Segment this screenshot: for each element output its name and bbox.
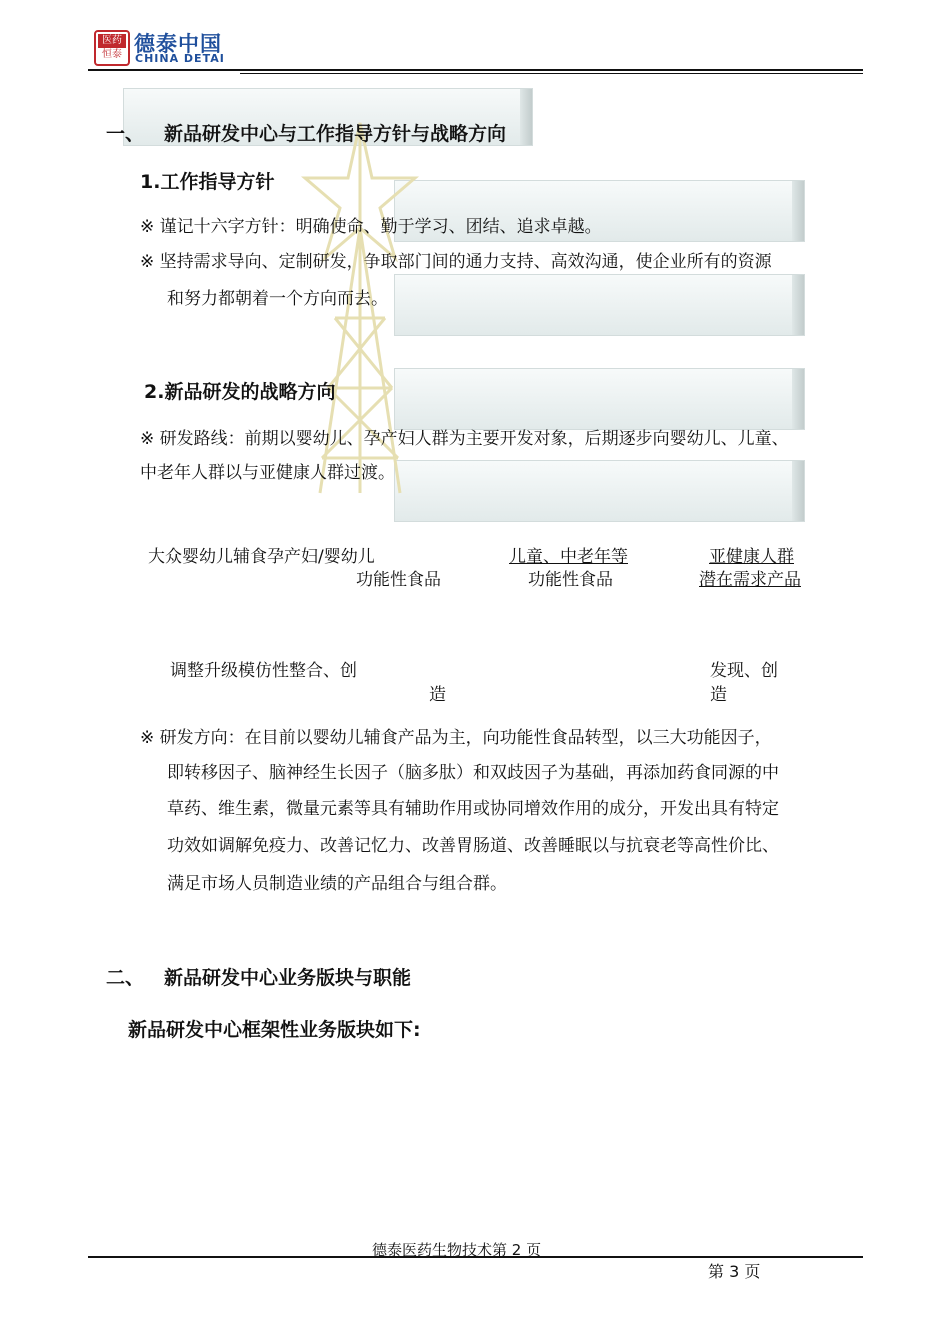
direction-line3: 草药、维生素，微量元素等具有辅助作用或协同增效作用的成分，开发出具有特定 [167, 799, 779, 819]
company-name-cn: 德泰中国 [134, 32, 222, 56]
page-number: 第 3 页 [708, 1262, 761, 1281]
section2-number: 二、 [106, 967, 145, 989]
decorative-panel [394, 460, 805, 522]
sub1-bullet1: ※ 谨记十六字方针：明确使命、勤于学习、团结、追求卓越。 [140, 217, 602, 237]
section2-title: 新品研发中心业务版块与职能 [164, 967, 412, 989]
diagram-bottom-right-line2: 造 [710, 685, 727, 705]
route-line1: ※ 研发路线：前期以婴幼儿、孕产妇人群为主要开发对象，后期逐步向婴幼儿、儿童、 [140, 429, 789, 449]
diagram-col2-line2: 功能性食品 [528, 570, 613, 590]
sub1-bullet2-line2: 和努力都朝着一个方向而去。 [167, 289, 388, 309]
diagram-bottom-left-line2: 造 [429, 685, 446, 705]
direction-line4: 功效如调解免疫力、改善记忆力、改善胃肠道、改善睡眠以与抗衰老等高性价比、 [167, 836, 779, 856]
direction-line2: 即转移因子、脑神经生长因子（脑多肽）和双歧因子为基础，再添加药食同源的中 [167, 763, 779, 783]
diagram-bottom-right-line1: 发现、创 [710, 661, 778, 681]
direction-line1: ※ 研发方向：在目前以婴幼儿辅食产品为主，向功能性食品转型，以三大功能因子， [140, 728, 772, 748]
diagram-bottom-left-line1: 调整升级模仿性整合、创 [170, 661, 357, 681]
footer-center-text: 德泰医药生物技术第 2 页 [372, 1241, 542, 1259]
seal-bottom-text: 恒泰 [98, 47, 126, 62]
seal-top-text: 医药 [98, 34, 126, 48]
logo-seal-icon [94, 30, 130, 66]
company-name-en: CHINA DETAI [135, 52, 225, 65]
decorative-panel [394, 274, 805, 336]
section2-subtitle: 新品研发中心框架性业务版块如下: [128, 1019, 421, 1041]
diagram-col1-line2: 功能性食品 [356, 570, 441, 590]
route-line2: 中老年人群以与亚健康人群过渡。 [140, 463, 395, 483]
direction-line5: 满足市场人员制造业绩的产品组合与组合群。 [167, 874, 507, 894]
decorative-panel [394, 368, 805, 430]
diagram-col3-line2: 潜在需求产品 [699, 570, 801, 590]
sub1-title: 1.工作指导方针 [140, 171, 275, 193]
sub2-title: 2.新品研发的战略方向 [144, 381, 336, 403]
header-rule-bottom [240, 73, 863, 74]
diagram-col1-line1: 大众婴幼儿辅食孕产妇/婴幼儿 [148, 547, 375, 567]
header-rule-top [88, 69, 863, 71]
diagram-col2-line1: 儿童、中老年等 [509, 547, 628, 567]
diagram-col3-line1: 亚健康人群 [709, 547, 794, 567]
section1-number: 一、 [106, 123, 145, 145]
sub1-bullet2-line1: ※ 坚持需求导向、定制研发，争取部门间的通力支持、高效沟通，使企业所有的资源 [140, 252, 772, 272]
section1-title: 新品研发中心与工作指导方针与战略方向 [164, 123, 507, 145]
